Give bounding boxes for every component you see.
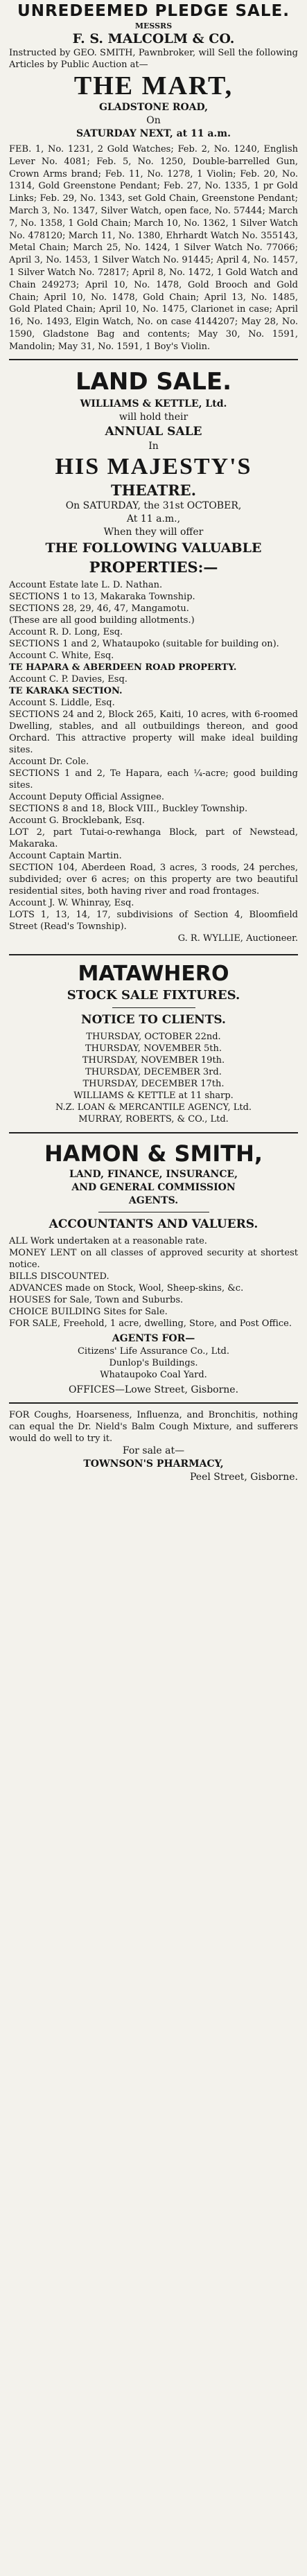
divider <box>9 1402 298 1404</box>
matawhero-time: WILLIAMS & KETTLE at 11 sharp. <box>73 1090 234 1101</box>
land-property-line: LOTS 1, 13, 14, 17, subdivisions of Section 4, Bloomfield Street (Read's Township). <box>9 909 298 932</box>
matawhero-date: THURSDAY, DECEMBER 17th. <box>82 1078 225 1089</box>
land-title: LAND SALE. <box>75 367 232 396</box>
land-will-hold: will hold their <box>119 411 188 423</box>
matawhero-subtitle: STOCK SALE FIXTURES. <box>67 987 240 1003</box>
hamon-line: HOUSES for Sale, Town and Suburbs. <box>9 1294 184 1305</box>
pharmacy-text: FOR Coughs, Hoarseness, Influenza, and Bronchitis, nothing can equal the Dr. Nield's Balm Cough Mixture, and sufferers would do well to try it. <box>9 1409 298 1444</box>
hamon-smith-ad <box>9 1139 298 1397</box>
land-date: On SATURDAY, the 31st OCTOBER, <box>65 500 242 511</box>
hamon-offices: OFFICES—Lowe Street, Gisborne. <box>68 1384 239 1395</box>
land-property-line: Account Dr. Cole. <box>9 756 89 767</box>
matawhero-ad <box>9 961 298 1125</box>
land-theatre-name: HIS MAJESTY'S <box>55 453 252 479</box>
hamon-line: ADVANCES made on Stock, Wool, Sheep-skins, &c. <box>9 1282 244 1294</box>
land-in: In <box>148 440 159 452</box>
hamon-agency: Whataupoko Coal Yard. <box>100 1369 207 1380</box>
matawhero-agent: N.Z. LOAN & MERCANTILE AGENCY, Ltd. <box>55 1102 252 1113</box>
land-property-line: Account C. White, Esq. <box>9 650 114 661</box>
land-property-line: (These are all good building allotments.) <box>9 615 195 626</box>
matawhero-date: THURSDAY, NOVEMBER 5th. <box>85 1043 222 1054</box>
hamon-agency: Citizens' Life Assurance Co., Ltd. <box>77 1346 229 1357</box>
pledge-sale-ad <box>9 1 298 353</box>
pledge-firm: F. S. MALCOLM & CO. <box>72 31 235 46</box>
land-property-line: SECTIONS 1 and 2, Whataupoko (suitable for building on). <box>9 638 279 649</box>
land-property-line: Account J. W. Whinray, Esq. <box>9 897 134 908</box>
hamon-line: FOR SALE, Freehold, 1 acre, dwelling, Store, and Post Office. <box>9 1318 292 1329</box>
pharmacy-address: Peel Street, Gisborne. <box>190 1471 298 1483</box>
hamon-sub2: AND GENERAL COMMISSION <box>71 1181 236 1193</box>
land-property-line: Account Estate late L. D. Nathan. <box>9 579 163 590</box>
divider <box>9 359 298 360</box>
hamon-line: BILLS DISCOUNTED. <box>9 1271 109 1282</box>
land-property-line: SECTIONS 1 to 13, Makaraka Township. <box>9 591 195 602</box>
land-property-line: Account R. D. Long, Esq. <box>9 626 123 637</box>
hamon-agents-for: AGENTS FOR— <box>112 1332 195 1344</box>
pledge-list: FEB. 1, No. 1231, 2 Gold Watches; Feb. 2, No. 1240, English Lever No. 4081; Feb. 5, No. 1250, Double-barrelled Gun, Crown Arms brand; Feb. 11, No. 1278, 1 Violin; Feb. 20, No. 1314, Gold Greenstone Pendant; Feb. 27, No. 1335, 1 pr Gold Links; Feb. 29, No. 1343, set Gold Chain, Greenstone Pendant; March 3, No. 1347, Silver Watch, open face, No. 57444; March 7, No. 1358, 1 Gold Chain; March 10, No. 1362, 1 Silver Watch No. 478120; March 11, No. 1380, Ehrhardt Watch No. 355143, Metal Chain; March 25, No. 1424, 1 Silver Watch No. 77066; April 3, No. 1453, 1 Silver Watch No. 91445; April 4, No. 1457, 1 Silver Watch No. 72817; April 8, No. 1472, 1 Gold Watch and Chain 249273; April 10, No. 1478, Gold Brooch and Gold Chain; April 10, No. 1478, Gold Chain; April 13, No. 1485, Gold Plated Chain; April 10, No. 1475, Clarionet in case; April 16, No. 1493, Elgin Watch, No. on case 4144207; May 28, No. 1590, Gladstone Bag and contents; May 30, No. 1591, Mandolin; May 31, No. 1591, 1 Boy's Violin. <box>9 144 298 352</box>
newspaper-column <box>6 0 301 1484</box>
land-property-line: SECTIONS 8 and 18, Block VIII., Buckley Township. <box>9 803 248 814</box>
land-when: When they will offer <box>103 526 204 538</box>
matawhero-title: MATAWHERO <box>78 961 229 986</box>
hamon-title: HAMON & SMITH, <box>44 1140 263 1167</box>
land-property-line: SECTIONS 1 and 2, Te Hapara, each ¼-acre; good building sites. <box>9 768 298 791</box>
land-firm: WILLIAMS & KETTLE, Ltd. <box>80 398 227 409</box>
land-property-line: Account C. P. Davies, Esq. <box>9 673 128 685</box>
pharmacy-ad <box>9 1409 298 1484</box>
land-theatre-word: THEATRE. <box>110 481 197 499</box>
hamon-agency: Dunlop's Buildings. <box>109 1357 198 1368</box>
pledge-intro: Instructed by GEO. SMITH, Pawnbroker, will Sell the following Articles by Public Auction at— <box>9 48 298 70</box>
pledge-venue: THE MART, <box>73 71 234 100</box>
land-property-line: Account S. Liddle, Esq. <box>9 697 115 708</box>
hamon-sub1: LAND, FINANCE, INSURANCE, <box>69 1168 238 1180</box>
pledge-on: On <box>146 115 161 126</box>
hamon-line: ALL Work undertaken at a reasonable rate. <box>9 1235 207 1246</box>
land-property-line: Account G. Brocklebank, Esq. <box>9 815 145 826</box>
matawhero-dates <box>9 1031 298 1125</box>
pledge-road: GLADSTONE ROAD, <box>98 102 209 113</box>
hamon-accountants: ACCOUNTANTS AND VALUERS. <box>49 1217 258 1231</box>
land-offer-line2: PROPERTIES:— <box>89 558 218 576</box>
pledge-date: SATURDAY NEXT, at 11 a.m. <box>76 128 231 139</box>
land-property-line: SECTIONS 28, 29, 46, 47, Mangamotu. <box>9 603 189 614</box>
land-property-line: SECTION 104, Aberdeen Road, 3 acres, 3 roods, 24 perches, subdivided; over 6 acres; on this property are two beautiful residential sites, both having river and road frontages. <box>9 862 298 897</box>
land-property-line: Account Deputy Official Assignee. <box>9 791 165 802</box>
matawhero-notice: NOTICE TO CLIENTS. <box>81 1012 226 1027</box>
land-time: At 11 a.m., <box>126 513 181 524</box>
pledge-title: UNREDEEMED PLEDGE SALE. <box>17 2 290 20</box>
pharmacy-sale: For sale at— <box>122 1445 185 1456</box>
land-property-line: Account Captain Martin. <box>9 850 122 861</box>
pledge-messrs: MESSRS <box>134 21 173 30</box>
matawhero-date: THURSDAY, NOVEMBER 19th. <box>82 1055 225 1066</box>
land-property-line: TE KARAKA SECTION. <box>9 685 123 696</box>
land-sale-ad <box>9 366 298 944</box>
hamon-agencies <box>9 1346 298 1381</box>
hamon-body <box>9 1235 298 1330</box>
land-offer-line1: THE FOLLOWING VALUABLE <box>45 540 262 556</box>
divider <box>9 954 298 955</box>
hamon-sub3: AGENTS. <box>128 1194 179 1206</box>
matawhero-date: THURSDAY, DECEMBER 3rd. <box>85 1066 222 1077</box>
divider <box>112 1007 195 1008</box>
land-annual: ANNUAL SALE <box>105 424 202 439</box>
land-property-line: LOT 2, part Tutai-o-rewhanga Block, part of Newstead, Makaraka. <box>9 827 298 849</box>
land-property-line: SECTIONS 24 and 2, Block 265, Kaiti, 10 acres, with 6-roomed Dwelling, stables, and all outbuildings thereon, and good Orchard. This attractive property will make ideal building sites. <box>9 709 298 755</box>
pharmacy-name: TOWNSON'S PHARMACY, <box>83 1458 224 1470</box>
land-properties <box>9 579 298 944</box>
hamon-line: CHOICE BUILDING Sites for Sale. <box>9 1306 168 1317</box>
land-property-line: TE HAPARA & ABERDEEN ROAD PROPERTY. <box>9 662 237 673</box>
land-auctioneer: G. R. WYLLIE, Auctioneer. <box>177 933 298 944</box>
divider <box>9 1132 298 1133</box>
matawhero-date: THURSDAY, OCTOBER 22nd. <box>86 1031 221 1042</box>
matawhero-agent: MURRAY, ROBERTS, & CO., Ltd. <box>78 1113 229 1124</box>
hamon-line: MONEY LENT on all classes of approved security at shortest notice. <box>9 1247 298 1270</box>
